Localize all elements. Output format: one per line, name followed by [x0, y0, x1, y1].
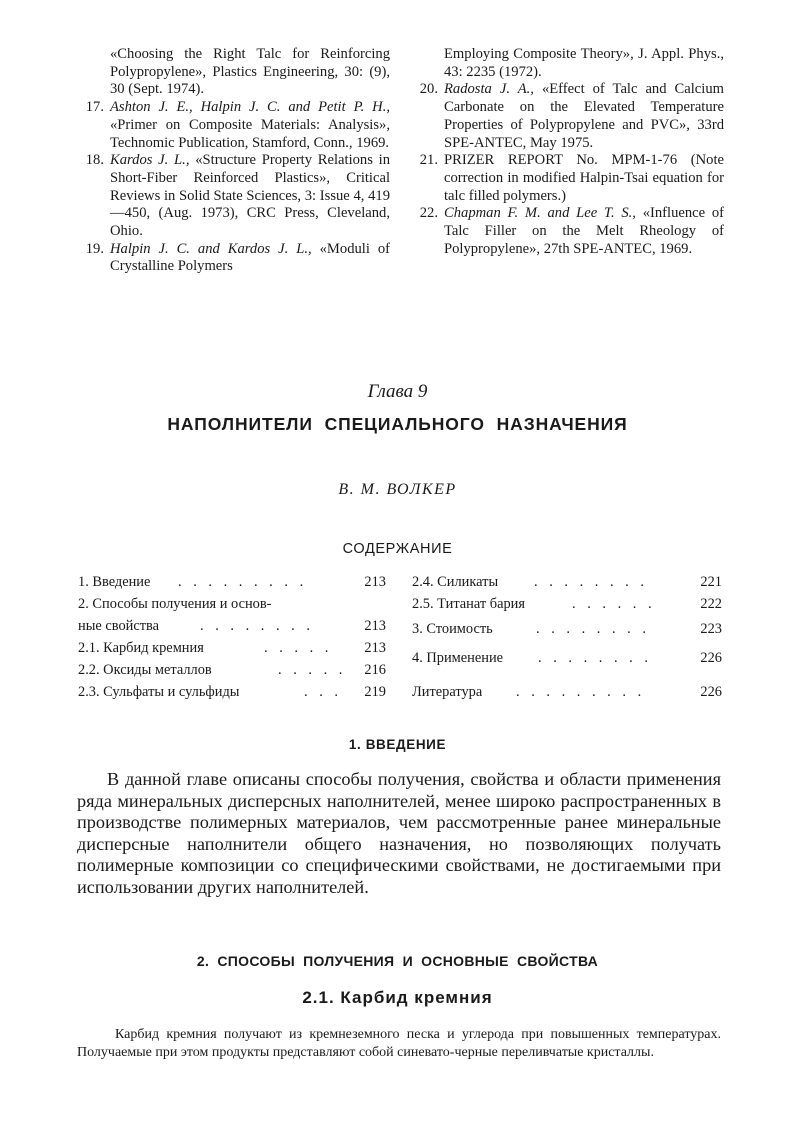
toc-entry — [412, 574, 722, 594]
toc-entry-page: 221 — [700, 574, 722, 590]
references-block — [74, 46, 724, 346]
toc-entry-page: 222 — [700, 596, 722, 612]
chapter-title: НАПОЛНИТЕЛИ СПЕЦИАЛЬНОГО НАЗНАЧЕНИЯ — [167, 414, 628, 434]
reference-text: «Moduli of Crystalline Polymers — [110, 240, 391, 275]
reference-authors: Radosta J. A., — [444, 81, 534, 98]
reference-item — [408, 46, 724, 81]
toc-leader-dots: . . . . . . . . — [538, 650, 652, 666]
toc-entry — [78, 574, 386, 594]
toc-leader-dots: . . . . . . — [572, 596, 656, 612]
toc-entry — [78, 684, 386, 704]
section-heading-introduction: 1. ВВЕДЕНИЕ — [348, 737, 447, 752]
toc-entry — [412, 621, 722, 641]
reference-number: 18. — [85, 152, 104, 169]
toc-leader-dots: . . . . . — [278, 662, 347, 678]
reference-item — [74, 46, 390, 99]
toc-leader-dots: . . . . . — [264, 640, 333, 656]
toc-entry-label: 2. Способы получения и основ- — [78, 596, 272, 612]
toc-entry-label: 2.2. Оксиды металлов — [78, 662, 212, 678]
reference-number: 17. — [85, 99, 104, 116]
toc-entry — [78, 662, 386, 682]
toc-entry-label: 2.4. Силикаты — [412, 574, 499, 590]
reference-number: 21. — [419, 152, 438, 169]
toc-entry-label: 4. Применение — [412, 650, 504, 666]
silicon-carbide-paragraph: Карбид кремния получают из кремнеземного песка и углерода при повышенных температурах. Получаемые при этом продукты представляют собой синевато-черные переливчатые кристаллы. — [77, 1027, 721, 1060]
toc-entry-label: ные свойства — [78, 618, 160, 634]
reference-item — [408, 81, 724, 152]
introduction-paragraph: В данной главе описаны способы получения, свойства и области применения ряда минеральных дисперсных наполнителей, менее широко распространенных в производстве полимерных материалов, чем рассмотренные ранее минеральные дисперсные наполнители общего назначения, но позволяющих получать полимерные композиции со специфическими свойствами, не достигаемыми при использовании других наполнителей. — [77, 769, 721, 897]
toc-entry — [78, 618, 386, 638]
toc-leader-dots: . . . . . . . . — [534, 574, 648, 590]
reference-item — [74, 99, 390, 152]
toc-entry-label: Литература — [412, 684, 483, 700]
reference-item — [408, 152, 724, 205]
toc-title: СОДЕРЖАНИЕ — [342, 541, 453, 557]
references-left-column — [74, 46, 390, 276]
reference-number: 19. — [85, 240, 104, 257]
chapter-label: Глава 9 — [367, 381, 428, 402]
toc-entry-page: 226 — [700, 684, 722, 700]
toc-entry-label: 3. Стоимость — [412, 621, 493, 637]
toc-entry-label: 1. Введение — [78, 574, 151, 590]
reference-item — [74, 241, 390, 276]
toc-entry-page: 213 — [364, 574, 386, 590]
toc-leader-dots: . . . . . . . . — [536, 621, 650, 637]
toc-entry — [78, 596, 386, 616]
reference-text: «Choosing the Right Talc for Reinforcing Polypropylene», Plastics Engineering, 30: (9), 30 (Sept. 1974). — [110, 46, 390, 98]
reference-text: «Primer on Composite Materials: Analysis», Technomic Publication, Stamford, Conn., 1969. — [110, 116, 390, 151]
reference-authors: Halpin J. C. and Kardos J. L., — [110, 240, 312, 257]
toc-entry-page: 213 — [364, 640, 386, 656]
reference-item — [408, 205, 724, 258]
toc-leader-dots: . . . — [304, 684, 342, 700]
reference-number: 22. — [419, 205, 438, 222]
reference-text: «Influence of Talc Filler on the Melt Rheology of Polypropylene», 27th SPE-ANTEC, 1969. — [444, 205, 724, 257]
toc-entry-label: 2.1. Карбид кремния — [78, 640, 204, 656]
toc-leader-dots: . . . . . . . . . — [516, 684, 646, 700]
toc-entry — [412, 650, 722, 670]
toc-entry — [78, 640, 386, 660]
section-heading-methods: 2. СПОСОБЫ ПОЛУЧЕНИЯ И ОСНОВНЫЕ СВОЙСТВА — [196, 953, 599, 969]
chapter-author: В. М. ВОЛКЕР — [338, 481, 457, 498]
toc-entry-page: 226 — [700, 650, 722, 666]
toc-entry-label: 2.5. Титанат бария — [412, 596, 525, 612]
subsection-heading-silicon-carbide: 2.1. Карбид кремния — [302, 988, 493, 1007]
toc-entry — [412, 684, 722, 704]
reference-text: PRIZER REPORT No. MPM-1-76 (Note correction in modified Halpin-Tsai equation for talc filled polymers.) — [444, 152, 724, 204]
reference-text: «Effect of Talc and Calcium Carbonate on the Elevated Temperature Properties of Polypropylene and PVC», 33rd SPE-ANTEC, May 1975. — [444, 81, 724, 151]
toc-leader-dots: . . . . . . . . — [200, 618, 314, 634]
reference-text: «Structure Property Relations in Short-Fiber Reinforced Plastics», Critical Reviews in Solid State Sciences, 3: Issue 4, 419—450, (Aug. 1973), CRC Press, Cleveland, Ohio. — [110, 152, 390, 240]
toc-entry-page: 213 — [364, 618, 386, 634]
toc-entry-page: 223 — [700, 621, 722, 637]
toc-entry — [412, 596, 722, 616]
reference-authors: Chapman F. M. and Lee T. S., — [444, 205, 636, 222]
toc-entry-page: 216 — [364, 662, 386, 678]
reference-item — [74, 152, 390, 241]
toc-entry-page: 219 — [364, 684, 386, 700]
toc-entry-label: 2.3. Сульфаты и сульфиды — [78, 684, 240, 700]
reference-authors: Kardos J. L., — [110, 152, 190, 169]
reference-text: Employing Composite Theory», J. Appl. Phys., 43: 2235 (1972). — [444, 46, 724, 80]
references-right-column — [408, 46, 724, 258]
toc-leader-dots: . . . . . . . . . — [178, 574, 308, 590]
reference-number: 20. — [419, 81, 438, 98]
reference-authors: Ashton J. E., Halpin J. C. and Petit P. H., — [110, 99, 390, 116]
